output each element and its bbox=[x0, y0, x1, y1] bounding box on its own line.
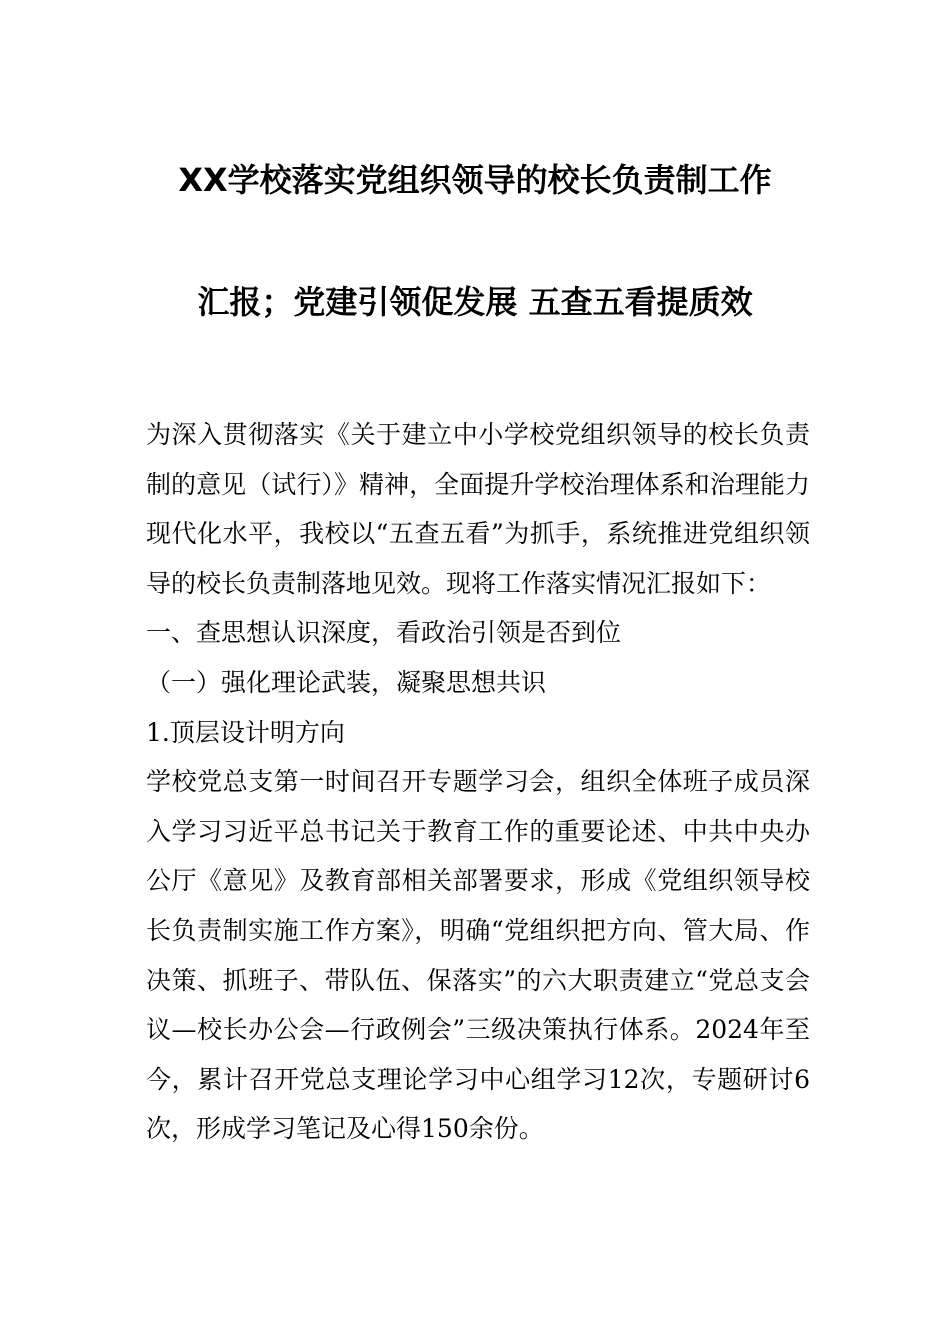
body-paragraph-1: 学校党总支第一时间召开专题学习会，组织全体班子成员深入学习习近平总书记关于教育工作的重要论述、中共中央办公厅《意见》及教育部相关部署要求，形成《党组织领导校长负责制实施工作方案》，明确“党组织把方向、管大局、作决策、抓班子、带队伍、保落实”的六大职责建立“党总支会议—校长办公会—行政例会”三级决策执行体系。2024年至今，累计召开党总支理论学习中心组学习12次，专题研讨6次，形成学习笔记及心得150余份。 bbox=[146, 767, 810, 1144]
intro-paragraph: 为深入贯彻落实《关于建立中小学校党组织领导的校长负责制的意见（试行）》精神，全面提升学校治理体系和治理能力现代化水平，我校以“五查五看”为抓手，系统推进党组织领导的校长负责制落地见效。现将工作落实情况汇报如下： bbox=[146, 420, 810, 598]
item-heading-1: 1.顶层设计明方向 bbox=[146, 717, 345, 747]
document-title-line-1: XX学校落实党组织领导的校长负责制工作 bbox=[178, 161, 772, 199]
document-title-line-2: 汇报；党建引领促发展 五查五看提质效 bbox=[197, 283, 753, 321]
section-heading-1: 一、查思想认识深度，看政治引领是否到位 bbox=[146, 618, 622, 648]
subsection-heading-1: （一）强化理论武装，凝聚思想共识 bbox=[146, 667, 547, 697]
document-body bbox=[146, 410, 810, 1154]
